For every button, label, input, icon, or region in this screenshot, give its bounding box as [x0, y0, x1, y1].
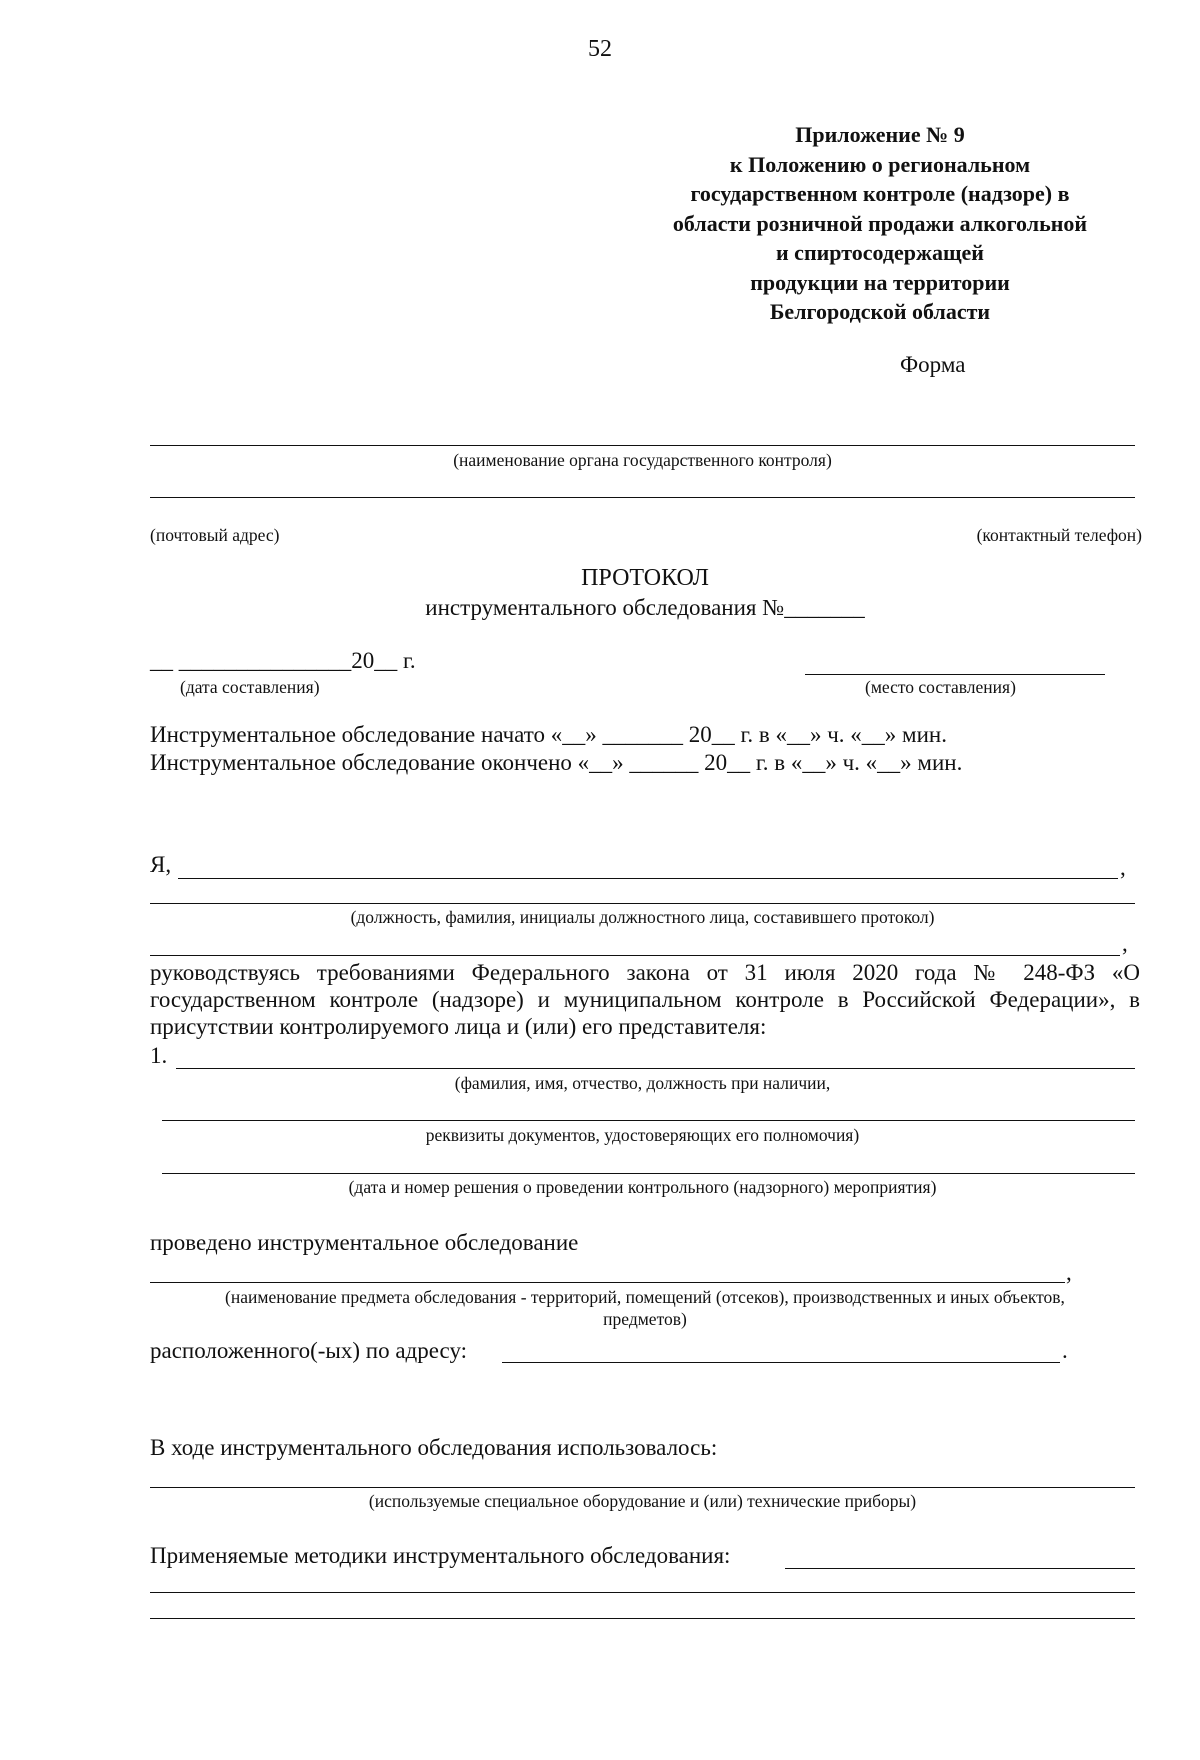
form-label: Форма [900, 352, 966, 377]
postal-address-caption: (почтовый адрес) [150, 525, 280, 545]
located-period: . [1062, 1338, 1068, 1363]
official-caption: (должность, фамилия, инициалы должностного лица, составившего протокол) [350, 907, 935, 927]
date-caption: (дата составления) [180, 677, 320, 697]
docs-caption: реквизиты документов, удостоверяющих его полномочия) [425, 1125, 860, 1145]
organ-name-line[interactable] [150, 445, 1135, 446]
place-caption: (место составления) [865, 677, 1016, 697]
appendix-line: государственном контроле (надзоре) в [690, 181, 1070, 206]
decision-line[interactable] [162, 1173, 1135, 1174]
methods-line-3[interactable] [150, 1618, 1135, 1619]
protocol-title: ПРОТОКОЛ [581, 565, 709, 591]
person-line[interactable] [176, 1068, 1135, 1069]
appendix-line: продукции на территории [750, 269, 1010, 295]
page-number: 52 [588, 36, 612, 62]
date-line[interactable]: __ _______________20__ г. [150, 648, 416, 673]
subject-line[interactable] [150, 1282, 1065, 1283]
used-label: В ходе инструментального обследования использовалось: [150, 1435, 718, 1460]
located-label: расположенного(-ых) по адресу: [150, 1338, 468, 1363]
appendix-line: области розничной продажи алкогольной [672, 210, 1088, 236]
ya-label: Я, [150, 852, 172, 877]
methods-label: Применяемые методики инструментального обследования: [150, 1543, 731, 1568]
decision-caption: (дата и номер решения о проведении контрольного (надзорного) мероприятия) [348, 1177, 937, 1197]
organ-name-caption: (наименование органа государственного контроля) [453, 450, 832, 470]
official-line-3[interactable] [150, 955, 1120, 956]
appendix-line: Приложение № 9 [795, 122, 965, 147]
equipment-line[interactable] [150, 1487, 1135, 1488]
located-line[interactable] [502, 1362, 1060, 1363]
official-line-2[interactable] [150, 903, 1135, 904]
methods-line-2[interactable] [150, 1592, 1135, 1593]
official-line-comma: , [1120, 855, 1126, 880]
law-text: руководствуясь требованиями Федерального закона от 31 июля 2020 года № 248-ФЗ «О государственном контроле (надзоре) и муниципальном контроле в Российской Федерации», в присутствии контролируемого лица и (или) его представителя: [150, 960, 1140, 1039]
official-line-3-comma: , [1122, 931, 1128, 956]
start-line: Инструментальное обследование начато «__» _______ 20__ г. в «__» ч. «__» мин. [150, 722, 947, 747]
appendix-line: Белгородской области [769, 299, 991, 324]
person-caption: (фамилия, имя, отчество, должность при наличии, [454, 1073, 831, 1093]
appendix-line: и спиртосодержащей [776, 240, 984, 265]
methods-line-1[interactable] [785, 1568, 1135, 1569]
appendix-line: к Положению о региональном [729, 151, 1031, 177]
organ-address-line[interactable] [150, 497, 1135, 498]
docs-line[interactable] [162, 1120, 1135, 1121]
official-line[interactable] [178, 878, 1118, 879]
end-line: Инструментальное обследование окончено «__» ______ 20__ г. в «__» ч. «__» мин. [150, 750, 963, 775]
subject-line-comma: , [1066, 1260, 1072, 1285]
conducted-label: проведено инструментальное обследование [150, 1230, 579, 1255]
contact-phone-caption: (контактный телефон) [976, 525, 1142, 545]
place-line[interactable] [805, 674, 1105, 675]
appendix-header [600, 120, 1160, 327]
item-1-label: 1. [150, 1043, 168, 1068]
protocol-subtitle: инструментального обследования №_______ [425, 595, 865, 620]
subject-caption: (наименование предмета обследования - территорий, помещений (отсеков), производственных и иных объектов, предметов) [225, 1287, 1065, 1329]
equipment-caption: (используемые специальное оборудование и (или) технические приборы) [368, 1491, 917, 1511]
